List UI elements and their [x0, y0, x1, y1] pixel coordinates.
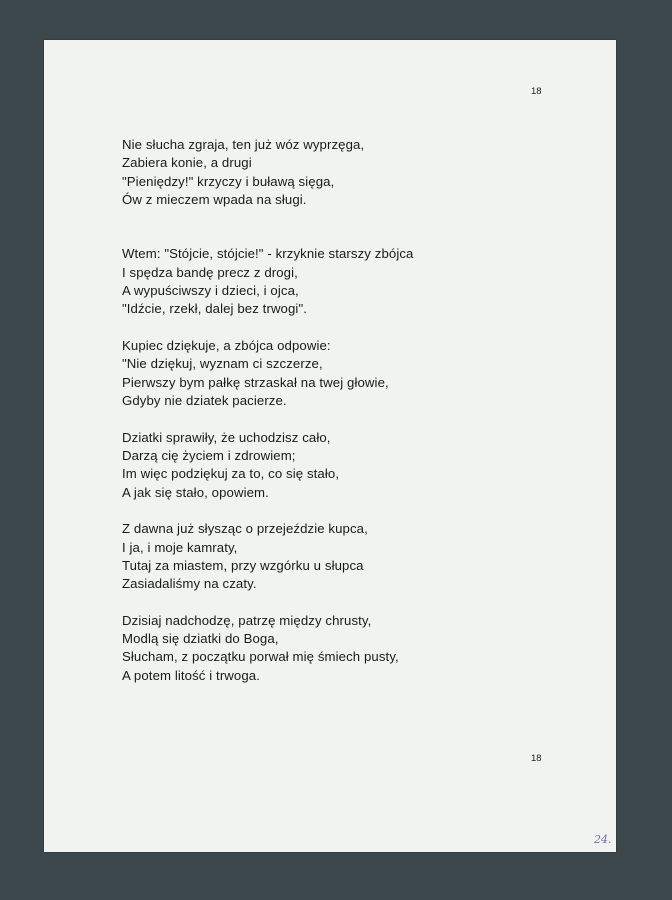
stanza-6: [122, 612, 562, 685]
document-page: [44, 40, 616, 852]
poem-line: Tutaj za miastem, przy wzgórku u słupca: [122, 557, 364, 573]
poem-line: Słucham, z początku porwał mię śmiech pusty,: [122, 649, 399, 665]
poem-line: Dziatki sprawiły, że uchodzisz cało,: [122, 429, 331, 445]
poem-line: Im więc podziękuj za to, co się stało,: [122, 466, 340, 482]
poem-line: Gdyby nie dziatek pacierze.: [122, 392, 287, 408]
poem-line: "Nie dziękuj, wyznam ci szczerze,: [122, 356, 323, 372]
poem-line: Darzą cię życiem i zdrowiem;: [122, 447, 296, 463]
poem-line: Modlą się dziatki do Boga,: [122, 631, 279, 647]
handwritten-archive-mark: 24.: [594, 833, 612, 846]
page-number-top: 18: [531, 86, 542, 97]
poem-line: Ów z mieczem wpada na sługi.: [122, 191, 307, 207]
stanza-1: [122, 136, 562, 209]
poem-line: Nie słucha zgraja, ten już wóz wyprzęga,: [122, 137, 365, 152]
poem-line: Kupiec dziękuje, a zbójca odpowie:: [122, 338, 331, 354]
poem-line: Z dawna już słysząc o przejeździe kupca,: [122, 521, 368, 537]
poem-line: A potem litość i trwoga.: [122, 667, 260, 683]
poem-line: Zabiera konie, a drugi: [122, 155, 252, 171]
poem-line: Wtem: "Stójcie, stójcie!" - krzyknie starszy zbójca: [122, 246, 414, 262]
poem-line: I ja, i moje kamraty,: [122, 539, 238, 555]
stanza-2: [122, 245, 562, 318]
poem-text: [122, 136, 562, 685]
poem-line: A jak się stało, opowiem.: [122, 484, 269, 500]
poem-line: A wypuściwszy i dzieci, i ojca,: [122, 283, 299, 299]
poem-line: I spędza bandę precz z drogi,: [122, 264, 298, 280]
poem-line: Dzisiaj nadchodzę, patrzę między chrusty,: [122, 612, 372, 628]
stanza-3: [122, 337, 562, 410]
poem-line: "Pieniędzy!" krzyczy i buławą sięga,: [122, 173, 335, 189]
stanza-4: [122, 429, 562, 502]
poem-line: Pierwszy bym pałkę strzaskał na twej głowie,: [122, 374, 389, 390]
poem-line: Zasiadaliśmy na czaty.: [122, 576, 257, 592]
stanza-5: [122, 520, 562, 593]
page-number-bottom: 18: [531, 753, 542, 764]
poem-line: "Idźcie, rzekł, dalej bez trwogi".: [122, 301, 308, 317]
